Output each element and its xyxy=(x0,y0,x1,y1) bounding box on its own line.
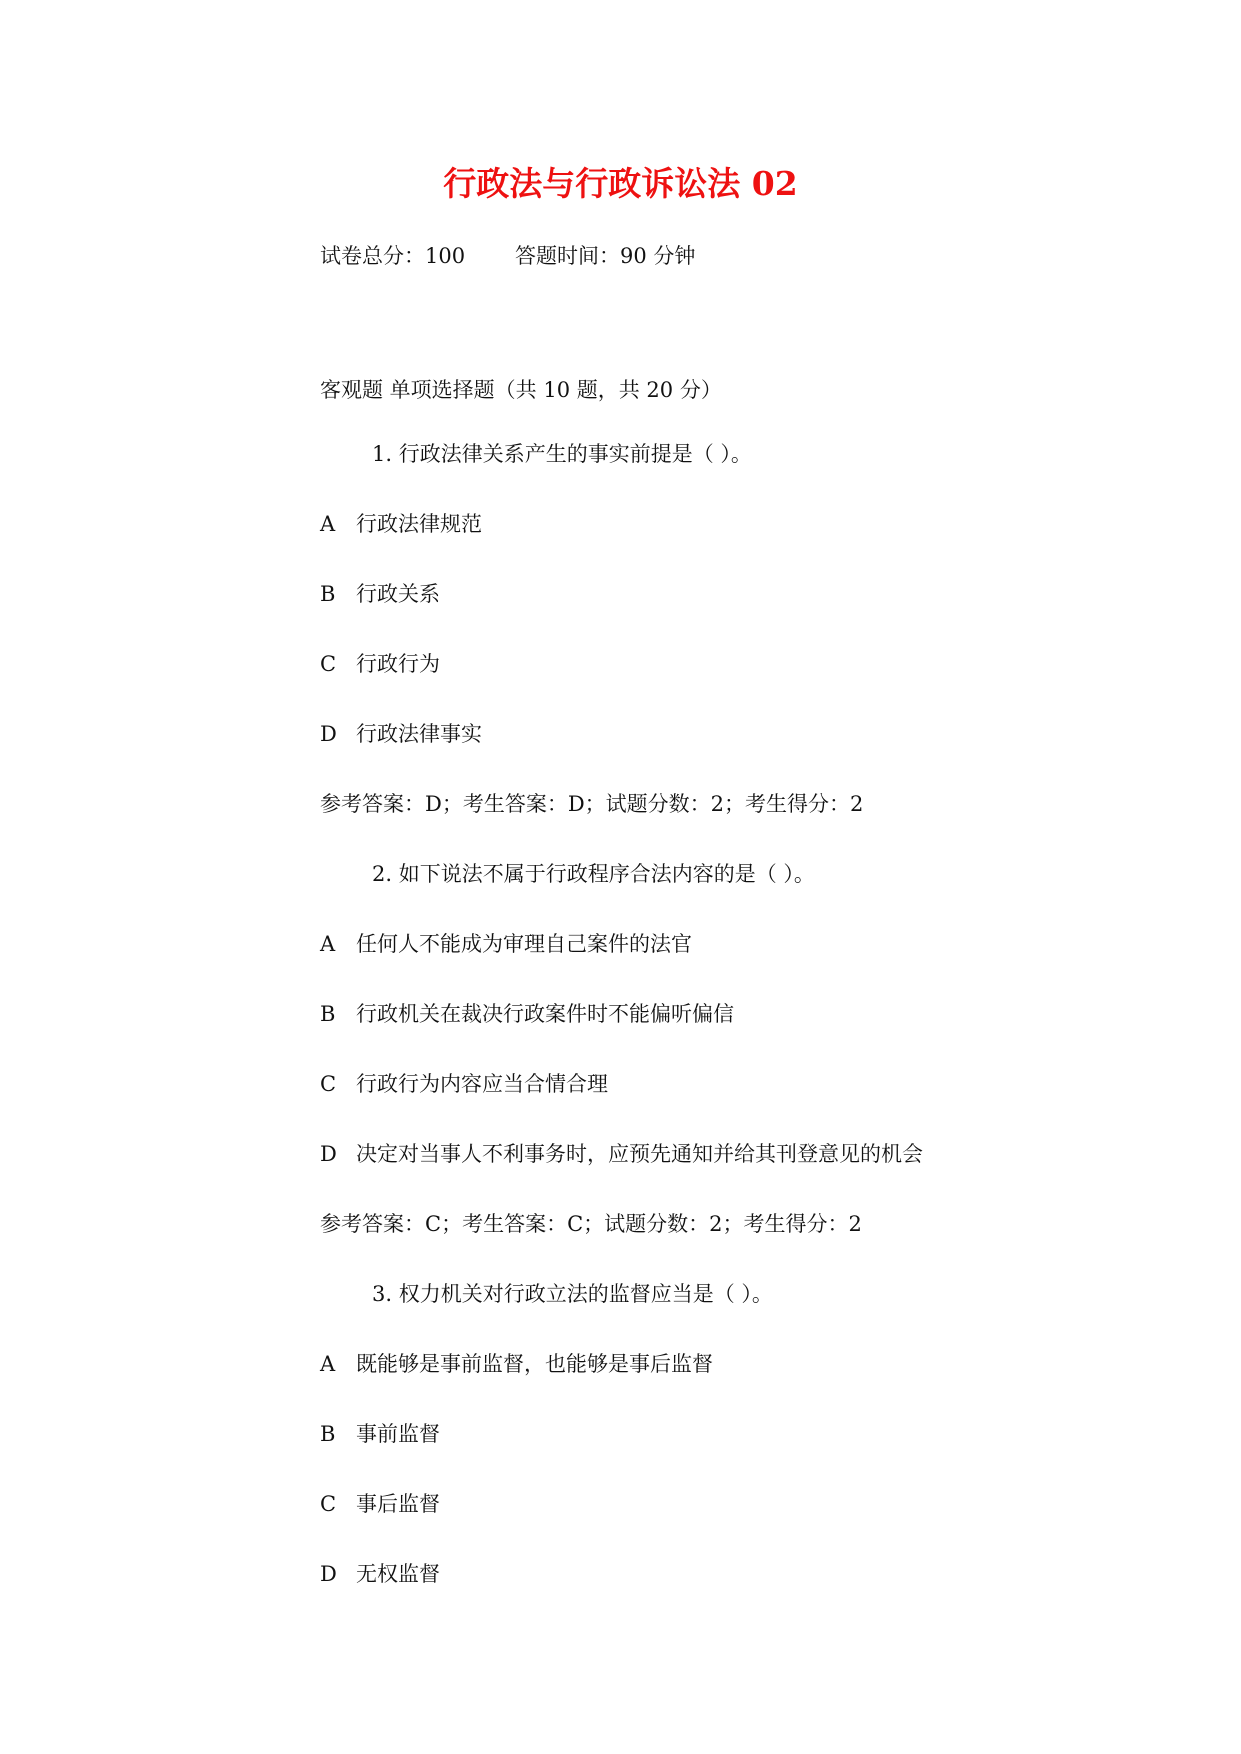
question-2-option-c-letter: C xyxy=(320,1072,337,1096)
question-1-option-b-text: 行政关系 xyxy=(356,582,440,606)
question-2-option-c-text: 行政行为内容应当合情合理 xyxy=(356,1072,608,1096)
question-1-answer: 参考答案：D；考生答案：D；试题分数：2；考生得分：2 xyxy=(320,792,864,816)
question-3-option-b-text: 事前监督 xyxy=(356,1422,440,1446)
question-1-option-b-letter: B xyxy=(320,582,336,606)
question-2-stem: 2. 如下说法不属于行政程序合法内容的是（ ）。 xyxy=(372,862,815,886)
question-1-option-a-text: 行政法律规范 xyxy=(356,512,482,536)
question-3-stem: 3. 权力机关对行政立法的监督应当是（ ）。 xyxy=(372,1282,773,1306)
question-3-option-d-letter: D xyxy=(320,1562,337,1586)
question-3-option-c-letter: C xyxy=(320,1492,337,1516)
question-2-option-d-letter: D xyxy=(320,1142,337,1166)
total-score: 试卷总分：100 xyxy=(320,244,466,268)
question-2-option-a-letter: A xyxy=(320,932,336,956)
question-3-option-d-text: 无权监督 xyxy=(356,1562,440,1586)
question-2-answer: 参考答案：C；考生答案：C；试题分数：2；考生得分：2 xyxy=(320,1212,862,1236)
question-1-option-c-letter: C xyxy=(320,652,337,676)
question-3-option-c-text: 事后监督 xyxy=(356,1492,440,1516)
document-title: 行政法与行政诉讼法 02 xyxy=(443,164,798,203)
question-1-stem: 1. 行政法律关系产生的事实前提是（ ）。 xyxy=(372,442,752,466)
question-3-option-a-text: 既能够是事前监督，也能够是事后监督 xyxy=(356,1352,713,1376)
question-1-option-d-letter: D xyxy=(320,722,337,746)
question-2-option-b-letter: B xyxy=(320,1002,336,1026)
question-1-option-c-text: 行政行为 xyxy=(356,652,440,676)
question-1-option-a-letter: A xyxy=(320,512,336,536)
question-2-option-d-text: 决定对当事人不利事务时，应预先通知并给其刊登意见的机会 xyxy=(356,1142,923,1166)
question-3-option-b-letter: B xyxy=(320,1422,336,1446)
exam-time: 答题时间：90 分钟 xyxy=(515,244,696,268)
section-heading: 客观题 单项选择题（共 10 题，共 20 分） xyxy=(320,378,722,402)
question-3-option-a-letter: A xyxy=(320,1352,336,1376)
question-2-option-b-text: 行政机关在裁决行政案件时不能偏听偏信 xyxy=(356,1002,734,1026)
question-2-option-a-text: 任何人不能成为审理自己案件的法官 xyxy=(356,932,692,956)
question-1-option-d-text: 行政法律事实 xyxy=(356,722,482,746)
